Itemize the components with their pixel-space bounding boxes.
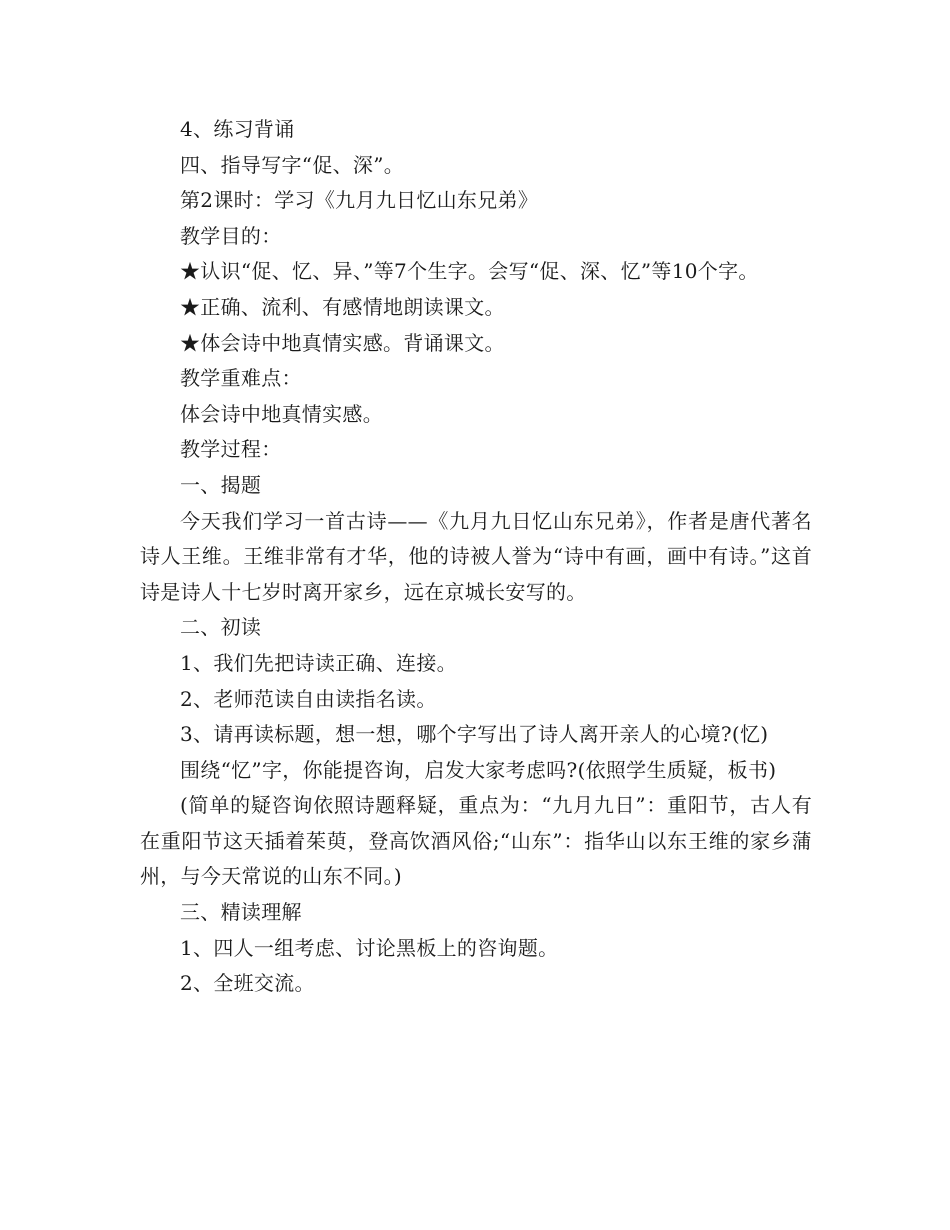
document-body [140,112,812,1002]
paragraph-lesson-2-title: 第2课时：学习《九月九日忆山东兄弟》 [180,188,539,213]
paragraph-step-3: 3、请再读标题，想一想，哪个字写出了诗人离开亲人的心境?(忆) [180,722,769,747]
paragraph-step-1: 1、我们先把诗读正确、连接。 [180,650,457,675]
paragraph-goal-3: ★体会诗中地真情实感。背诵课文。 [180,330,505,355]
paragraph-section-2-heading: 二、初读 [180,615,262,640]
paragraph-goal-1: ★认识“促、忆、异、”等7个生字。会写“促、深、忆”等10个字。 [180,259,759,284]
paragraph-step-2: 2、老师范读自由读指名读。 [180,686,437,711]
paragraph-class-exchange: 2、全班交流。 [180,971,315,996]
paragraph-question-prompt: 围绕“忆”字，你能提咨询，启发大家考虑吗?(依照学生质疑，板书) [180,757,777,782]
paragraph-key-points-heading: 教学重难点： [180,366,302,391]
paragraph-group-discussion: 1、四人一组考虑、讨论黑板上的咨询题。 [180,935,559,960]
paragraph-explanation: (简单的疑咨询依照诗题释疑，重点为：“九月九日”：重阳节，古人有在重阳节这天插着茱萸，登高饮酒风俗;“山东”：指华山以东王维的家乡蒲州，与今天常说的山东不同。) [140,793,812,889]
paragraph-goal-2: ★正确、流利、有感情地朗读课文。 [180,294,505,319]
paragraph-key-points: 体会诗中地真情实感。 [180,401,383,426]
paragraph-teaching-goals-heading: 教学目的： [180,223,282,248]
paragraph-section-1-heading: 一、揭题 [180,472,262,497]
paragraph-writing-guide: 四、指导写字“促、深”。 [180,152,405,177]
paragraph-section-3-heading: 三、精读理解 [180,900,302,925]
paragraph-practice-recite: 4、练习背诵 [180,117,295,141]
paragraph-section-1-body: 今天我们学习一首古诗——《九月九日忆山东兄弟》，作者是唐代著名诗人王维。王维非常有才华，他的诗被人誉为“诗中有画，画中有诗。”这首诗是诗人十七岁时离开家乡，远在京城长安写的。 [140,508,812,604]
paragraph-process-heading: 教学过程： [180,437,282,462]
